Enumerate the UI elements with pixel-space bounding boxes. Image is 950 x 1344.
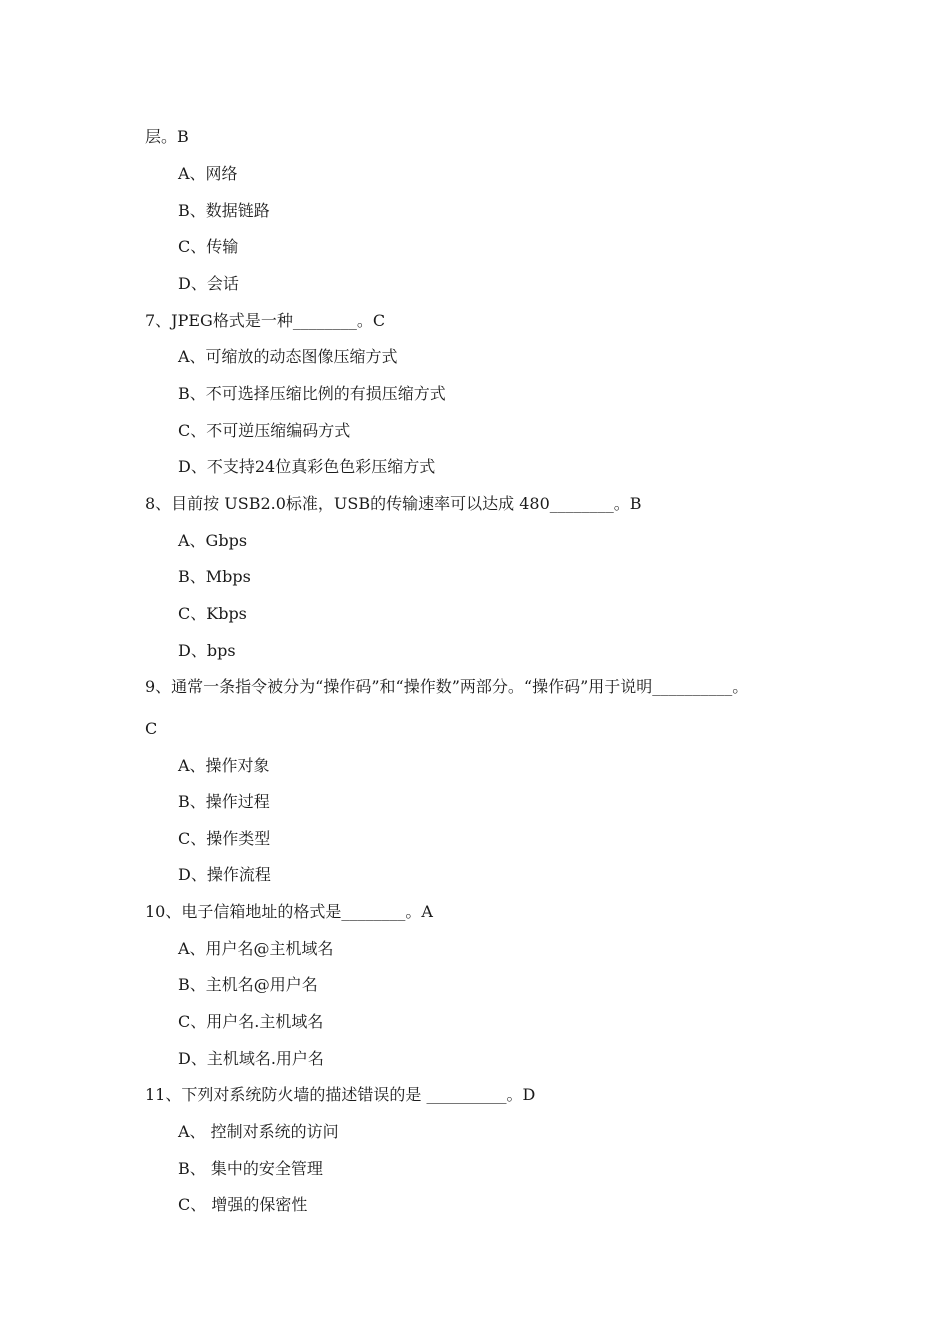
option-b: B、主机名@用户名 — [178, 975, 318, 994]
option-a: A、可缩放的动态图像压缩方式 — [178, 347, 398, 366]
option-d: D、会话 — [178, 274, 239, 293]
option-c: C、不可逆压缩编码方式 — [178, 421, 351, 440]
option-d: D、操作流程 — [178, 865, 271, 884]
option-a: A、Gbps — [178, 531, 248, 550]
option-d: D、主机域名.用户名 — [178, 1049, 324, 1068]
question-continuation: 层。B — [145, 127, 189, 146]
option-c: C、用户名.主机域名 — [178, 1012, 324, 1031]
option-c: C、Kbps — [178, 604, 247, 623]
question-10: 10、电子信箱地址的格式是________。A — [145, 902, 433, 921]
question-11: 11、下列对系统防火墙的描述错误的是 __________。D — [145, 1085, 536, 1104]
option-b: B、不可选择压缩比例的有损压缩方式 — [178, 384, 446, 403]
option-a: A、网络 — [178, 164, 238, 183]
question-8: 8、目前按 USB2.0标准，USB的传输速率可以达成 480________。B — [145, 494, 642, 513]
option-a: A、操作对象 — [178, 756, 270, 775]
option-b: B、操作过程 — [178, 792, 270, 811]
option-b: B、Mbps — [178, 567, 251, 586]
option-a: A、 控制对系统的访问 — [178, 1122, 339, 1141]
question-9-answer: C — [145, 719, 158, 738]
option-a: A、用户名@主机域名 — [178, 939, 334, 958]
option-d: D、不支持24位真彩色色彩压缩方式 — [178, 457, 436, 476]
option-c: C、 增强的保密性 — [178, 1195, 308, 1214]
question-7: 7、JPEG格式是一种________。C — [145, 311, 386, 330]
option-b: B、数据链路 — [178, 201, 270, 220]
question-9: 9、通常一条指令被分为“操作码”和“操作数”两部分。“操作码”用于说明__________。 — [145, 677, 749, 696]
option-b: B、 集中的安全管理 — [178, 1159, 323, 1178]
option-c: C、操作类型 — [178, 829, 271, 848]
option-c: C、传输 — [178, 237, 239, 256]
option-d: D、bps — [178, 641, 236, 660]
